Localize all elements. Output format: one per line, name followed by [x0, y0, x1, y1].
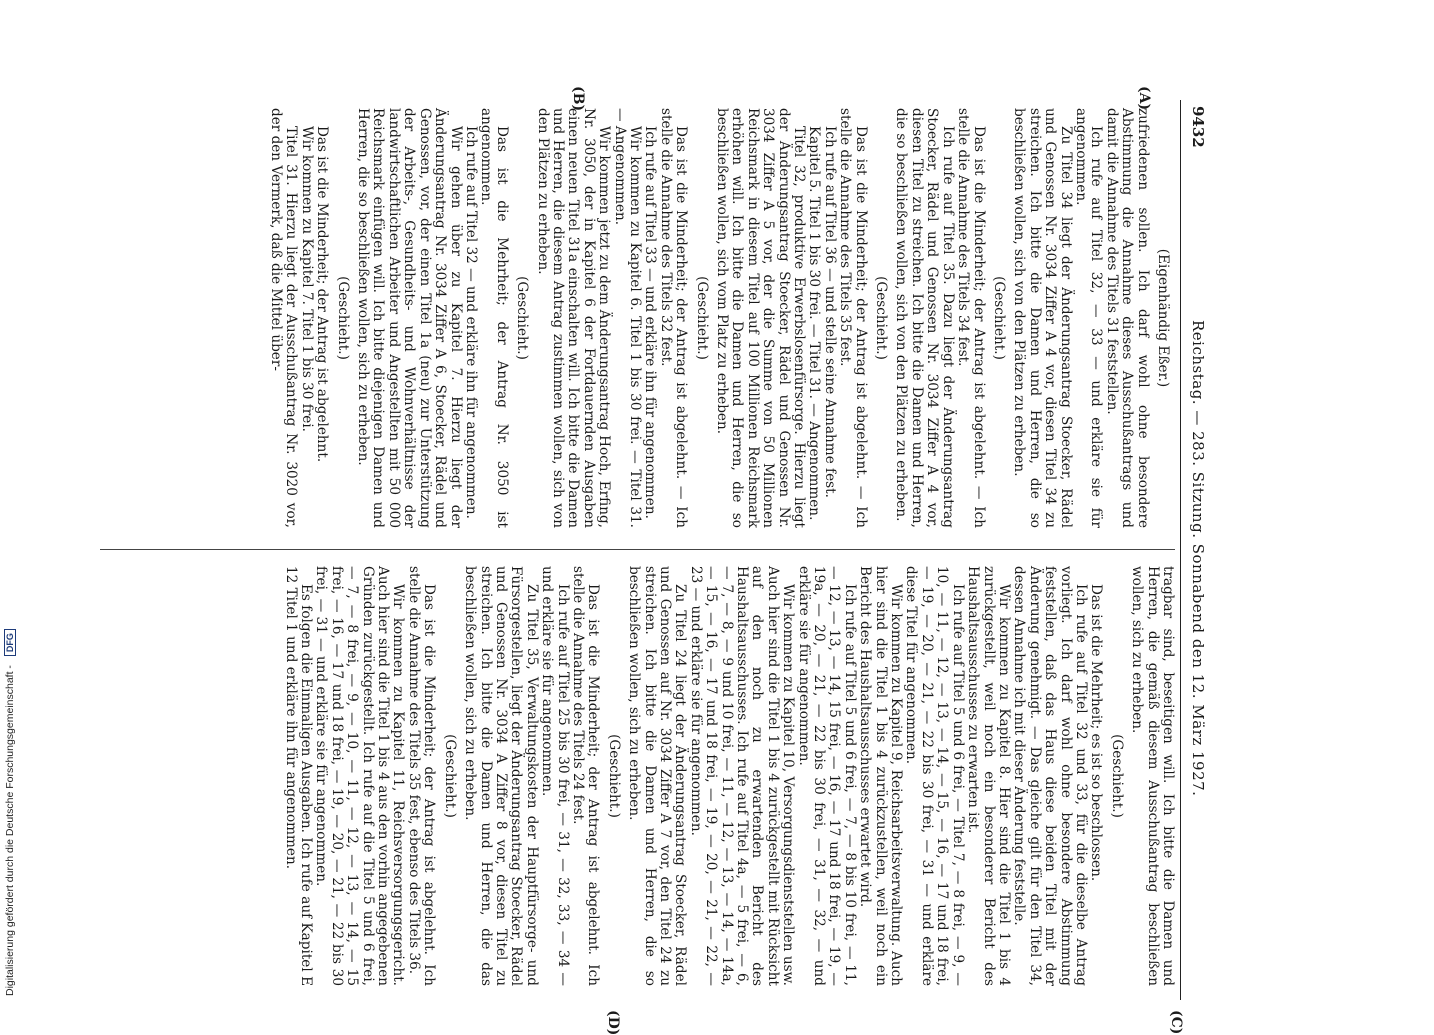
stage-direction: (Geschieht.)	[514, 276, 531, 360]
paragraph: Ich rufe auf Titel 25 bis 30 frei, — 31, — 32, 33, — 34 — und erkläre sie für angenommen.	[539, 566, 571, 986]
margin-marker-a: (A)	[1136, 86, 1152, 111]
stage-direction: (Geschieht.)	[873, 276, 890, 360]
paragraph: Titel 32, produktive Erwerbslosenfürsorge. Hierzu liegt der Änderungsantrag Stoecker, Rädel und Genossen Nr. 3034 Ziffer A 5 vor, der die Summe von 50 Millionen Reichsmark in diesem Titel auf 100 Millionen Reichsmark erhöhen will. Ich bitte die Damen und Herren, die so beschließen wollen, sich vom Platz zu erheben.	[714, 108, 808, 528]
paragraph: Kapitel 5. Titel 1 bis 30 frei. — Titel 31. — Angenommen.	[806, 126, 823, 521]
paragraph: Ich rufe auf Titel 32 und 33, für die dieselbe Antrag vorliegt. Ich darf wohl ohne besondere Abstimmung feststellen, daß das Haus diese beiden Titel mit der Änderung genehmigt. — Das gleiche gilt für den Titel 34, dessen Annahme ich mit dieser Änderung feststelle.	[1011, 566, 1089, 986]
margin-marker-d: (D)	[605, 1010, 621, 1035]
margin-marker-b: (B)	[570, 86, 586, 112]
column-divider	[100, 549, 1175, 550]
paragraph: Ich rufe auf Titel 5 und 6 frei, — Titel 7, — 8 frei, — 9, — 10, — 11, — 12, — 13, — 14, — 15, — 16, — 17 und 18 frei, — 19, — 20, — 21, — 22 bis 30 frei, — 31 — und erkläre diese Titel für angenommen.	[903, 566, 966, 986]
paragraph: Das ist die Minderheit; der Antrag ist abgelehnt. — Ich stelle die Annahme des Titels 34 fest.	[955, 108, 987, 528]
page-number: 9432	[1189, 106, 1207, 148]
left-column	[268, 86, 1175, 528]
paragraph: Das ist die Minderheit; der Antrag ist abgelehnt. Ich stelle die Annahme des Titels 24 fest.	[569, 566, 602, 986]
header-rule	[1180, 100, 1181, 1000]
paragraph: Wir kommen jetzt zu dem Änderungsantrag Hoch, Erfing, Nr. 3050, der in Kapitel 6 der Fortdauernden Ausgaben einen neuen Titel 31a einschalten will. Ich bitte die Damen und Herren, die diesem Antrag zustimmen wollen, sich von den Plätzen zu erheben.	[534, 108, 613, 528]
stage-direction: (Geschieht.)	[334, 276, 351, 360]
paragraph: Wir kommen zu Kapitel 6. Titel 1 bis 30 frei. — Titel 31. — Angenommen.	[611, 108, 643, 528]
paragraph: Wir kommen zu Kapitel 10, Versorgungsdienststellen usw. Auch hier sind die Titel 1 bis 4 zurückgestellt mit Rücksicht auf den noch zu erwartenden Bericht des Haushaltsausschusses. Ich rufe auf Titel 4a, — 5 frei, — 6, — 7, — 8, — 9 und 10 frei, — 11, — 12, — 13, — 14, — 14a, — 15, — 16, — 17 und 18 frei, — 19, — 20, — 21, — 22, — 23 — und erkläre sie für angenommen.	[687, 566, 797, 986]
margin-marker-c: (C)	[1168, 1010, 1184, 1035]
stage-direction: (Geschieht.)	[605, 734, 622, 818]
paragraph: Zu Titel 34 liegt der Änderungsantrag Stoecker, Rädel und Genossen Nr. 3034 Ziffer A 4 vor, diesen Titel 34 zu streichen. Ich bitte die Damen und Herren, die so beschließen wollen, sich von den Plätzen zu erheben.	[1011, 108, 1074, 528]
paragraph: Wir kommen zu Kapitel 11, Reichsversorgungsgericht. Auch hier sind die Titel 1 bis 4 aus den vorhin angegebenen Gründen zurückgestellt. Ich rufe auf die Titel 5 und 6 frei, — 7, — 8 frei, — 9, — 10, — 11, — 12, — 13, — 14, — 15 frei, — 16, — 17 und 18 frei, — 19, — 20, — 21, — 22 bis 30 frei, — 31 — und erkläre sie für angenommen.	[313, 566, 407, 986]
digitization-credit	[4, 629, 16, 996]
paragraph: zufriedenen sollen. Ich darf wohl ohne besondere Abstimmung die Annahme dieses Ausschußantrags und damit die Annahme des Titels 31 feststellen.	[1103, 108, 1151, 528]
paragraph: Wir kommen zu Kapitel 9, Reichsarbeitsverwaltung. Auch hier sind die Titel 1 bis 4 zurückzustellen, weil noch ein Bericht des Haushaltsausschusses erwartet wird.	[857, 566, 905, 986]
paragraph: Ich rufe auf Titel 35. Dazu liegt der Änderungsantrag Stoecker, Rädel und Genossen Nr. 3034 Ziffer A 4 vor, diesen Titel zu streichen. Ich bitte die Damen und Herren, die so beschließen wollen, sich von den Plätzen zu erheben.	[893, 108, 956, 528]
rotated-document-sheet	[95, 86, 1207, 1035]
stage-direction: (Geschieht.)	[990, 276, 1007, 360]
paragraph: Zu Titel 24 liegt der Änderungsantrag Stoecker, Rädel und Genossen auf Nr. 3034 Ziffer A 7 vor, den Titel 24 zu streichen. Ich bitte die Damen und Herren, die so beschließen wollen, sich zu erheben.	[626, 566, 689, 986]
dfg-logo: DFG	[4, 629, 16, 656]
paragraph: Ich rufe auf Titel 36 — und stelle seine Annahme fest.	[821, 126, 838, 498]
running-title: Reichstag. — 283. Sitzung. Sonnabend den 12. März 1927.	[1189, 320, 1207, 797]
speaker-note: (Eigenhändig Eßer.)	[1155, 248, 1171, 388]
paragraph: Ich rufe auf Titel 5 und 6 frei, — 7, — 8 bis 10 frei, — 11, — 12, — 13, — 14, 15 frei, — 16, — 17 und 18 frei, — 19, — 19a, — 20, — 21, — 22 bis 30 frei, — 31, — 32, — und erkläre sie für angenommen.	[795, 566, 858, 986]
stage-direction: (Geschieht.)	[1108, 734, 1125, 818]
paragraph: Ich rufe auf Titel 33 — und erkläre ihn für angenommen.	[642, 126, 659, 519]
paragraph: Titel 31. Hierzu liegt der Ausschußantrag Nr. 3020 vor, der den Vermerk, daß die Mittel über-	[268, 108, 300, 528]
page-header	[1183, 100, 1205, 1000]
stage-direction: (Geschieht.)	[441, 734, 458, 818]
paragraph: Das ist die Minderheit; der Antrag ist abgelehnt.	[314, 126, 331, 463]
paragraph: Das ist die Mehrheit; der Antrag Nr. 3050 ist angenommen.	[478, 108, 510, 528]
paragraph: tragbar sind, beseitigen will. Ich bitte die Damen und Herren, die gemäß diesem Ausschußantrag beschließen wollen, sich zu erheben.	[1129, 566, 1176, 986]
credit-text: Digitalisierung gefördert durch die Deutsche Forschungsgemeinschaft -	[4, 665, 16, 996]
footer-strip	[0, 0, 24, 1000]
paragraph: Zu Titel 35, Verwaltungskosten der Hauptfürsorge- und Fürsorgestellen, liegt der Änderungsantrag Stoecker, Rädel und Genossen Nr. 3034 A Ziffer 8 vor, diesen Titel zu streichen. Ich bitte die Damen und Herren, die das beschließen wollen, sich zu erheben.	[462, 566, 540, 986]
paragraph: Das ist die Minderheit; der Antrag ist abgelehnt. — Ich stelle die Annahme des Titels 35 fest.	[837, 108, 869, 528]
paragraph: Es folgen die Einmaligen Ausgaben. Ich rufe auf Kapitel E 12 Titel 1 und erkläre ihn für angenommen.	[282, 566, 315, 986]
paragraph: Ich rufe auf Titel 32, — 33 — und erkläre sie für angenommen.	[1072, 108, 1105, 528]
stage-direction: (Geschieht.)	[693, 276, 710, 360]
right-column	[282, 566, 1184, 1035]
paragraph: Das ist die Mehrheit; es ist so beschlossen.	[1088, 584, 1105, 882]
paragraph: Ich rufe auf Titel 32 — und erkläre ihn für angenommen.	[462, 126, 479, 519]
paragraph: Das ist die Minderheit; der Antrag ist abgelehnt. Ich stelle die Annahme des Titels 35 fest, ebenso des Titels 36.	[405, 566, 438, 986]
paragraph: Wir gehen über zu Kapitel 7. Hierzu liegt der Änderungsantrag Nr. 3034 Ziffer A 6, Stoecker, Rädel und Genossen, vor, der einen Titel 1a (neu) zur Unterstützung der Arbeits-, Gesundheits- und Wohnverhältnisse der landwirtschaftlichen Arbeiter und Angestellten mit 50 000 Reichsmark einfügen will. Ich bitte diejenigen Damen und Herren, die so beschließen wollen, sich zu erheben.	[355, 108, 464, 528]
paragraph: Wir kommen zu Kapitel 7. Titel 1 bis 30 frei.	[298, 126, 315, 433]
paragraph: Das ist die Minderheit; der Antrag ist abgelehnt. — Ich stelle die Annahme des Titels 32 fest.	[657, 108, 690, 528]
paragraph: Wir kommen zu Kapitel 8. Hier sind die Titel 1 bis 4 zurückgestellt, weil noch ein besonderer Bericht des Haushaltsausschusses zu erwarten ist.	[965, 566, 1012, 986]
